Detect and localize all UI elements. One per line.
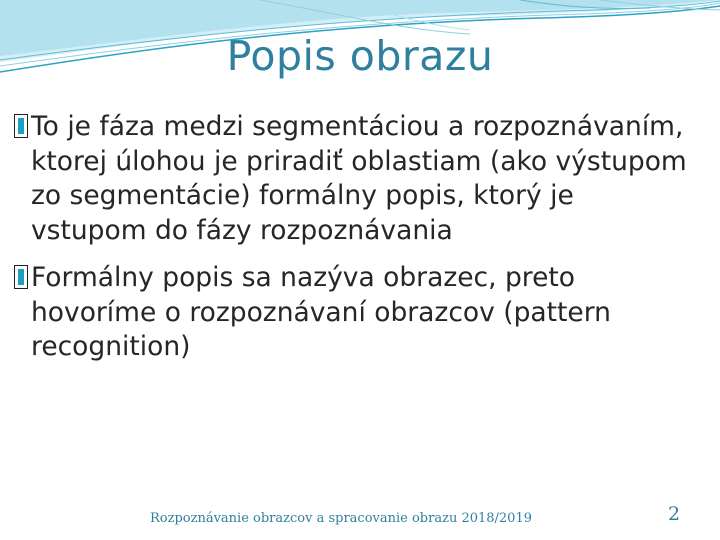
- missing-glyph-box-icon: [14, 114, 28, 138]
- slide-title: Popis obrazu: [226, 32, 494, 80]
- missing-glyph-box-icon: [14, 265, 28, 289]
- bullet-list: [14, 110, 694, 378]
- bullet-item: [14, 261, 694, 365]
- footer-text: Rozpoznávanie obrazcov a spracovanie obrazu 2018/2019: [150, 511, 532, 526]
- bullet-text: To je fáza medzi segmentáciou a rozpoznávaním, ktorej úlohou je priradiť oblastiam (ako výstupom zo segmentácie) formálny popis, ktorý je vstupom do fázy rozpoznávania: [31, 111, 687, 246]
- bullet-item: [14, 110, 694, 248]
- bullet-text: Formálny popis sa nazýva obrazec, preto hovoríme o rozpoznávaní obrazcov (pattern recognition): [31, 262, 611, 362]
- page-number: 2: [668, 503, 681, 525]
